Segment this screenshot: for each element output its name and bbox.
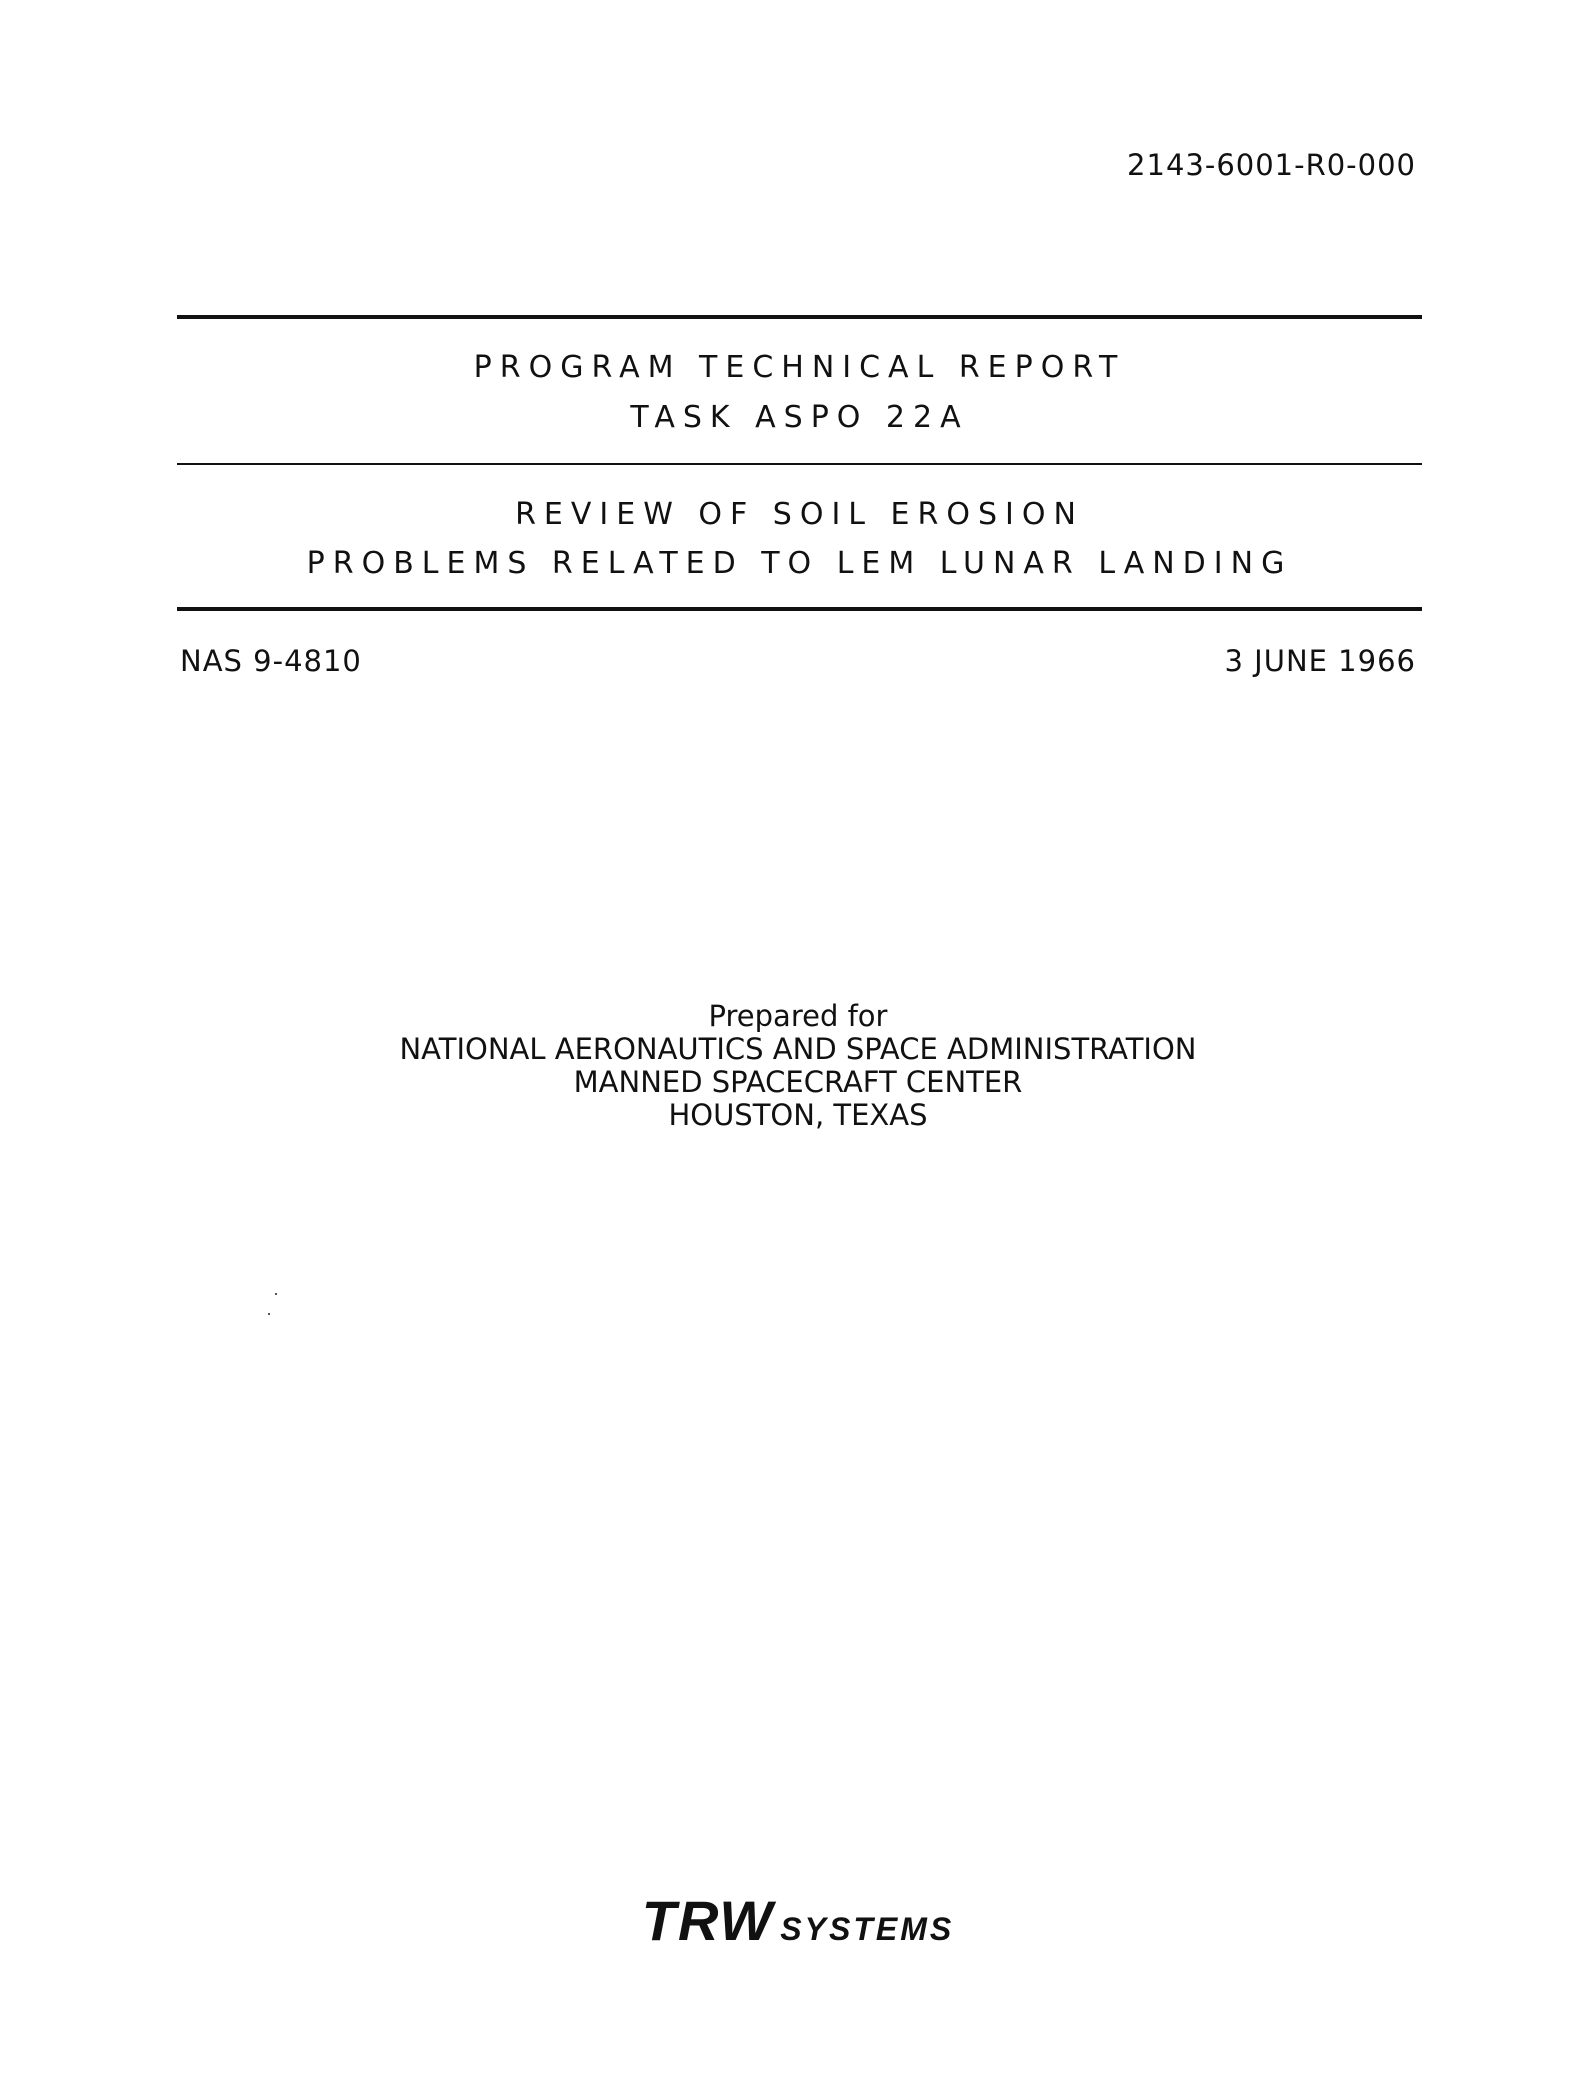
title-line-2: PROBLEMS RELATED TO LEM LUNAR LANDING	[306, 546, 1293, 581]
report-date: 3 JUNE 1966	[1224, 644, 1416, 678]
location: HOUSTON, TEXAS	[668, 1098, 928, 1132]
report-type: PROGRAM TECHNICAL REPORT	[473, 350, 1126, 385]
title-line-1: REVIEW OF SOIL EROSION	[515, 497, 1084, 532]
top-rule	[177, 315, 1422, 319]
logo-brand: TRW	[641, 1889, 775, 1952]
prepared-for-block	[0, 1000, 1596, 1132]
trw-systems-logo	[0, 1888, 1596, 1953]
scan-speck	[275, 1293, 277, 1295]
bottom-rule	[177, 607, 1422, 611]
center-name: MANNED SPACECRAFT CENTER	[573, 1065, 1023, 1099]
organization-name: NATIONAL AERONAUTICS AND SPACE ADMINISTRATION	[399, 1032, 1197, 1066]
middle-rule	[177, 463, 1422, 465]
task-id: TASK ASPO 22A	[630, 400, 969, 435]
contract-number: NAS 9-4810	[180, 644, 362, 678]
prepared-for-label: Prepared for	[708, 999, 888, 1033]
document-number: 2143-6001-R0-000	[1127, 148, 1416, 182]
logo-suffix: SYSTEMS	[780, 1911, 955, 1947]
scan-speck	[268, 1313, 270, 1315]
